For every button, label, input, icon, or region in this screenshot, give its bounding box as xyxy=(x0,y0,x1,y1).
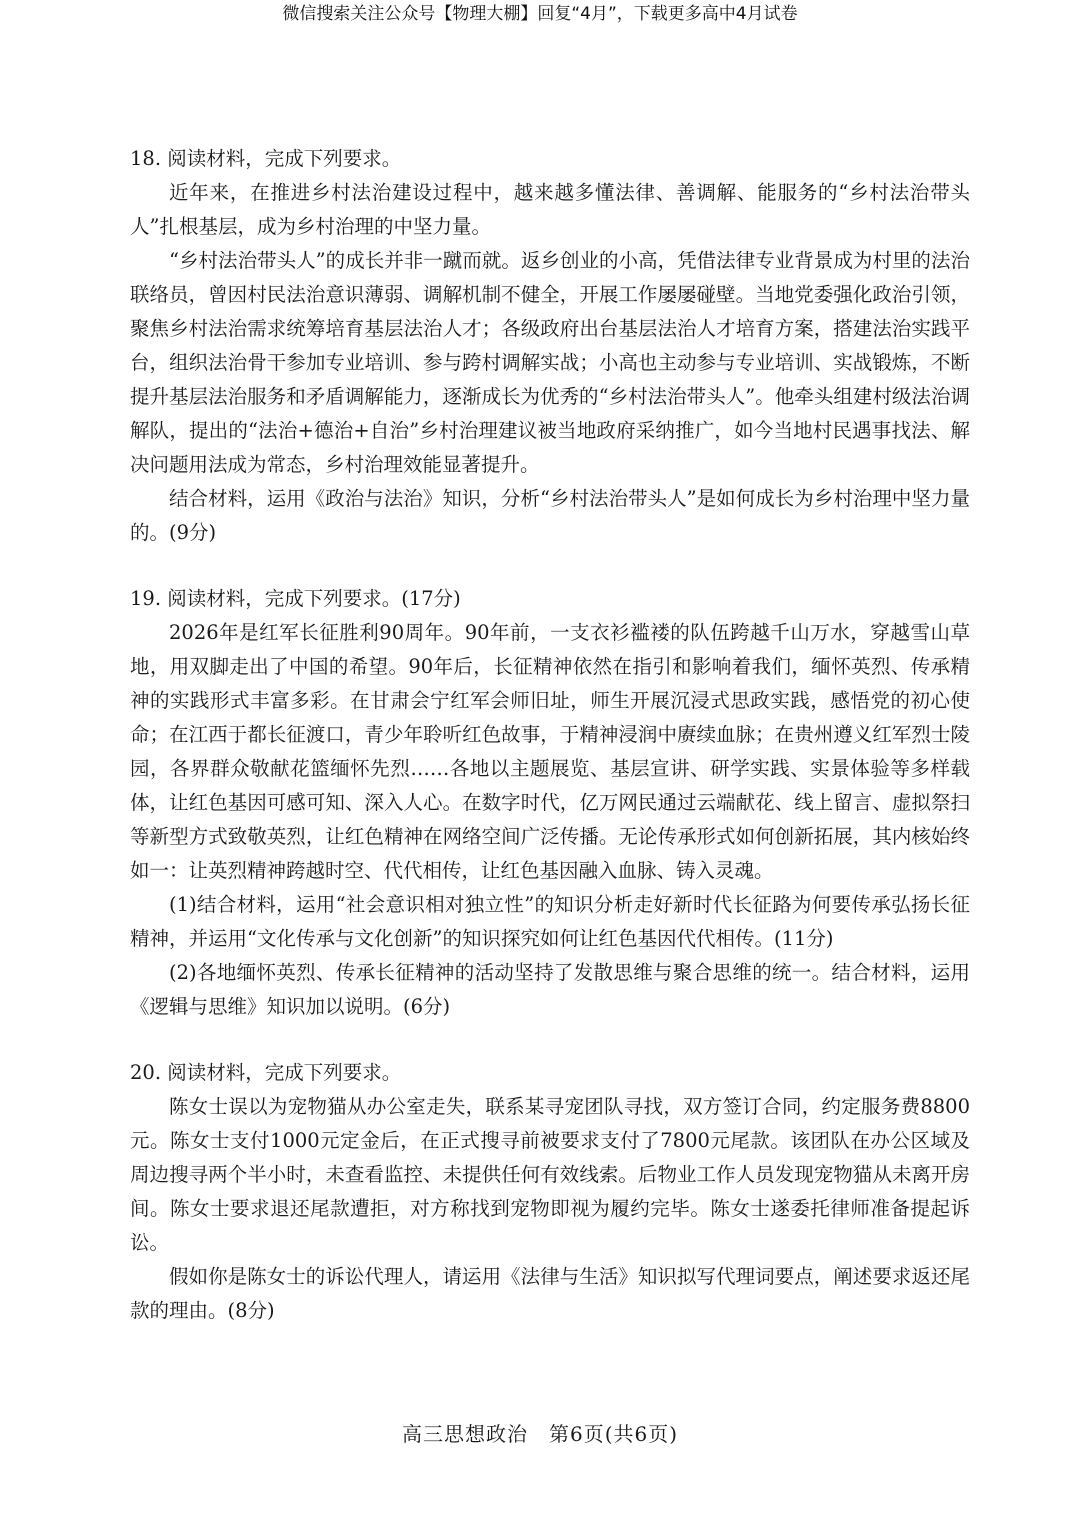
question-20-prompt: 假如你是陈女士的诉讼代理人，请运用《法律与生活》知识拟写代理词要点，阐述要求返还尾款的理由。(8分) xyxy=(130,1265,970,1322)
question-19 xyxy=(130,582,970,1024)
question-19-title: 19. 阅读材料，完成下列要求。(17分) xyxy=(130,587,461,610)
exam-content xyxy=(130,142,970,1328)
question-18 xyxy=(130,142,970,550)
question-18-material-intro: 近年来，在推进乡村法治建设过程中，越来越多懂法律、善调解、能服务的“乡村法治带头人”扎根基层，成为乡村治理的中坚力量。 xyxy=(130,181,970,238)
question-18-material-body: “乡村法治带头人”的成长并非一蹴而就。返乡创业的小高，凭借法律专业背景成为村里的法治联络员，曾因村民法治意识薄弱、调解机制不健全，开展工作屡屡碰壁。当地党委强化政治引领，聚焦乡村法治需求统筹培育基层法治人才；各级政府出台基层法治人才培育方案，搭建法治实践平台，组织法治骨干参加专业培训、参与跨村调解实战；小高也主动参与专业培训、实战锻炼，不断提升基层法治服务和矛盾调解能力，逐渐成长为优秀的“乡村法治带头人”。他牵头组建村级法治调解队，提出的“法治+德治+自治”乡村治理建议被当地政府采纳推广，如今当地村民遇事找法、解决问题用法成为常态，乡村治理效能显著提升。 xyxy=(130,249,970,476)
question-20-title: 20. 阅读材料，完成下列要求。 xyxy=(130,1061,402,1084)
question-18-title: 18. 阅读材料，完成下列要求。 xyxy=(130,147,402,170)
question-19-subquestion-2: (2)各地缅怀英烈、传承长征精神的活动坚持了发散思维与聚合思维的统一。结合材料，运用《逻辑与思维》知识加以说明。(6分) xyxy=(130,961,970,1018)
question-20-material: 陈女士误以为宠物猫从办公室走失，联系某寻宠团队寻找，双方签订合同，约定服务费8800元。陈女士支付1000元定金后，在正式搜寻前被要求支付了7800元尾款。该团队在办公区域及周边搜寻两个半小时，未查看监控、未提供任何有效线索。后物业工作人员发现宠物猫从未离开房间。陈女士要求退还尾款遭拒，对方称找到宠物即视为履约完毕。陈女士遂委托律师准备提起诉讼。 xyxy=(130,1095,970,1254)
question-18-prompt: 结合材料，运用《政治与法治》知识，分析“乡村法治带头人”是如何成长为乡村治理中坚力量的。(9分) xyxy=(130,487,970,544)
page-footer: 高三思想政治 第6页(共6页) xyxy=(401,1422,679,1446)
question-20 xyxy=(130,1056,970,1328)
question-19-subquestion-1: (1)结合材料，运用“社会意识相对独立性”的知识分析走好新时代长征路为何要传承弘扬长征精神，并运用“文化传承与文化创新”的知识探究如何让红色基因代代相传。(11分) xyxy=(130,893,970,950)
question-19-material: 2026年是红军长征胜利90周年。90年前，一支衣衫褴褛的队伍跨越千山万水，穿越雪山草地，用双脚走出了中国的希望。90年后，长征精神依然在指引和影响着我们，缅怀英烈、传承精神的实践形式丰富多彩。在甘肃会宁红军会师旧址，师生开展沉浸式思政实践，感悟党的初心使命；在江西于都长征渡口，青少年聆听红色故事，于精神浸润中赓续血脉；在贵州遵义红军烈士陵园，各界群众敬献花篮缅怀先烈……各地以主题展览、基层宣讲、研学实践、实景体验等多样载体，让红色基因可感可知、深入人心。在数字时代，亿万网民通过云端献花、线上留言、虚拟祭扫等新型方式致敬英烈，让红色精神在网络空间广泛传播。无论传承形式如何创新拓展，其内核始终如一：让英烈精神跨越时空、代代相传，让红色基因融入血脉、铸入灵魂。 xyxy=(130,621,970,882)
promo-banner: 微信搜索关注公众号【物理大棚】回复“4月”，下载更多高中4月试卷 xyxy=(282,4,798,24)
